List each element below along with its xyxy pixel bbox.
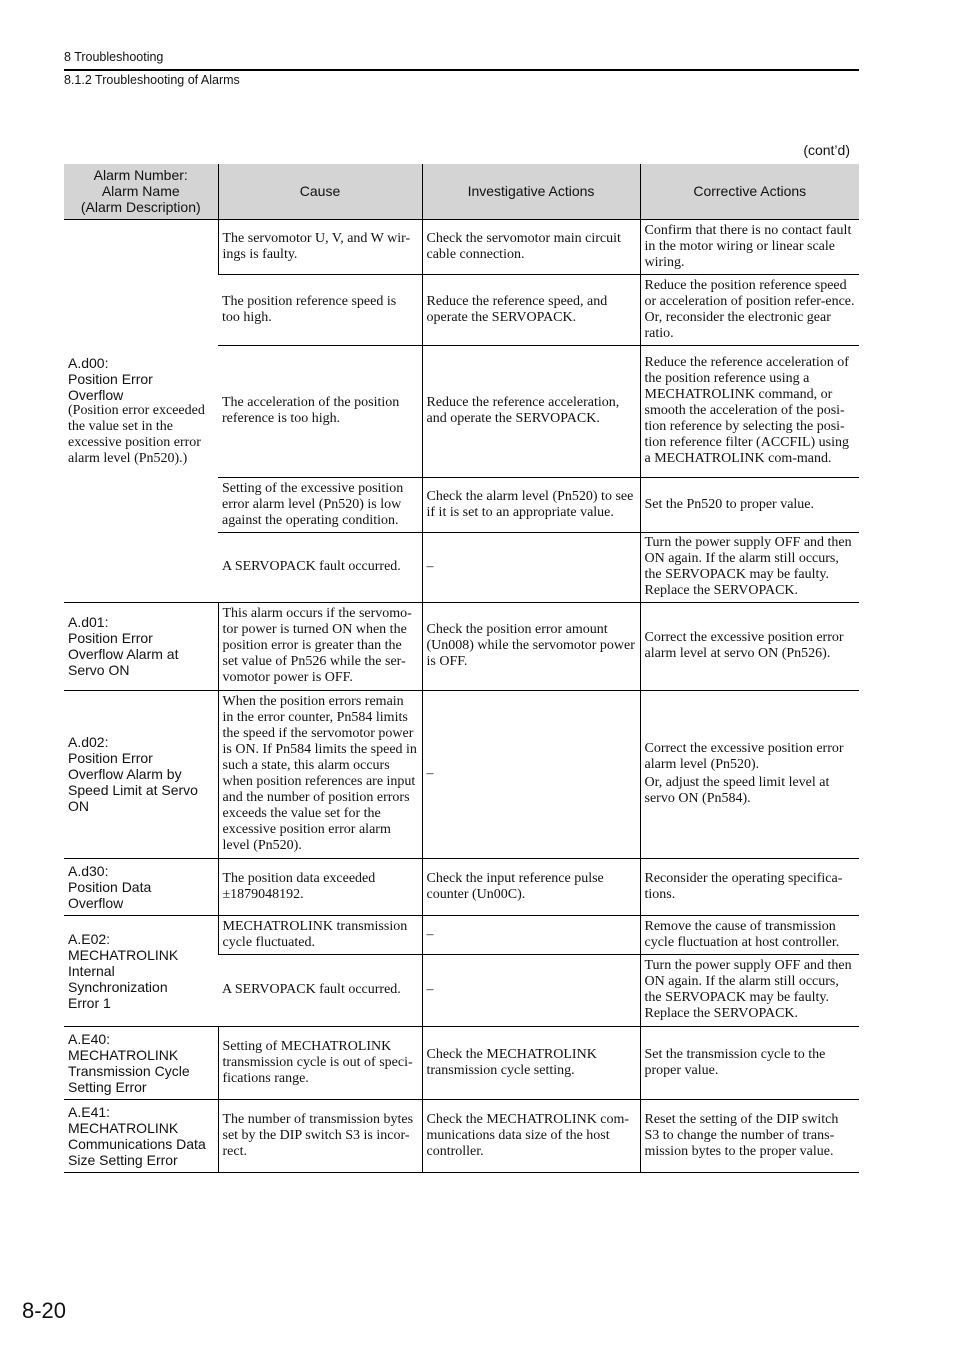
alarm-description: (Position error exceeded the value set in the excessive position error alarm level (Pn520).): [68, 402, 205, 466]
alarm-cell-d00: A.d00: Position Error Overflow (Position error exceeded the value set in the excessive position error alarm level (Pn520).): [64, 219, 218, 602]
alarm-cell-e40: A.E40: MECHATROLINK Transmission Cycle Setting Error: [64, 1026, 218, 1099]
investigate-cell: –: [422, 915, 640, 954]
cause-cell: Setting of MECHATROLINK transmission cycle is out of speci-fications range.: [218, 1026, 422, 1099]
cause-cell: This alarm occurs if the servomo-tor power is turned ON when the position error is greater than the set value of Pn526 while the ser-vomotor power is OFF.: [218, 602, 422, 690]
investigate-cell: Reduce the reference speed, and operate the SERVOPACK.: [422, 274, 640, 345]
page-number: 8-20: [22, 1298, 67, 1323]
correct-cell: Set the transmission cycle to the proper value.: [640, 1026, 859, 1099]
alarm-table: [64, 164, 859, 1173]
section-header: 8.1.2 Troubleshooting of Alarms: [64, 73, 240, 87]
cause-cell: The position reference speed is too high.: [218, 274, 422, 345]
table-row: [64, 915, 859, 954]
cause-cell: Setting of the excessive position error alarm level (Pn520) is low against the operating condition.: [218, 477, 422, 532]
investigate-cell: Check the MECHATROLINK com-munications data size of the host controller.: [422, 1099, 640, 1172]
correct-cell: Turn the power supply OFF and then ON again. If the alarm still occurs, the SERVOPACK may be faulty. Replace the SERVOPACK.: [640, 954, 859, 1026]
continued-label: (cont’d): [803, 142, 850, 158]
alarm-cell-e41: A.E41: MECHATROLINK Communications Data Size Setting Error: [64, 1099, 218, 1172]
investigate-cell: Reduce the reference acceleration, and operate the SERVOPACK.: [422, 345, 640, 477]
correct-cell: Set the Pn520 to proper value.: [640, 477, 859, 532]
investigate-cell: Check the alarm level (Pn520) to see if it is set to an appropriate value.: [422, 477, 640, 532]
cause-cell: The servomotor U, V, and W wir-ings is faulty.: [218, 219, 422, 274]
investigate-cell: –: [422, 690, 640, 858]
table-row: [64, 1026, 859, 1099]
table-header-row: [64, 164, 859, 219]
correct-cell: Correct the excessive position error alarm level (Pn520). Or, adjust the speed limit level at servo ON (Pn584).: [640, 690, 859, 858]
correct-cell: Reset the setting of the DIP switch S3 to change the number of trans-mission bytes to the proper value.: [640, 1099, 859, 1172]
correct-cell: Reduce the reference acceleration of the position reference using a MECHATROLINK command, or smooth the acceleration of the posi-tion reference by selecting the posi-tion reference filter (ACCFIL) using a MECHATROLINK com-mand.: [640, 345, 859, 477]
chapter-header: 8 Troubleshooting: [64, 50, 164, 64]
investigate-cell: –: [422, 954, 640, 1026]
correct-cell: Turn the power supply OFF and then ON again. If the alarm still occurs, the SERVOPACK may be faulty. Replace the SERVOPACK.: [640, 532, 859, 602]
investigate-cell: Check the MECHATROLINK transmission cycle setting.: [422, 1026, 640, 1099]
table-row: [64, 690, 859, 858]
investigate-cell: Check the position error amount (Un008) while the servomotor power is OFF.: [422, 602, 640, 690]
cause-cell: The position data exceeded ±1879048192.: [218, 858, 422, 915]
cause-cell: MECHATROLINK transmission cycle fluctuated.: [218, 915, 422, 954]
table-row: [64, 858, 859, 915]
cause-cell: The acceleration of the position reference is too high.: [218, 345, 422, 477]
cause-cell: When the position errors remain in the error counter, Pn584 limits the speed if the servomotor power is ON. If Pn584 limits the speed in such a state, this alarm occurs when position references are input and the number of position errors exceeds the value set for the excessive position error alarm level (Pn520).: [218, 690, 422, 858]
investigate-cell: Check the servomotor main circuit cable connection.: [422, 219, 640, 274]
cause-cell: A SERVOPACK fault occurred.: [218, 954, 422, 1026]
column-header-alarm: Alarm Number: Alarm Name (Alarm Description): [64, 164, 218, 219]
alarm-cell-d01: A.d01: Position Error Overflow Alarm at Servo ON: [64, 602, 218, 690]
correct-cell: Confirm that there is no contact fault in the motor wiring or linear scale wiring.: [640, 219, 859, 274]
correct-cell: Reduce the position reference speed or acceleration of position refer-ence. Or, reconsider the electronic gear ratio.: [640, 274, 859, 345]
alarm-cell-d30: A.d30: Position Data Overflow: [64, 858, 218, 915]
investigate-cell: Check the input reference pulse counter (Un00C).: [422, 858, 640, 915]
alarm-cell-e02: A.E02: MECHATROLINK Internal Synchronization Error 1: [64, 915, 218, 1026]
cause-cell: The number of transmission bytes set by the DIP switch S3 is incor-rect.: [218, 1099, 422, 1172]
cause-cell: A SERVOPACK fault occurred.: [218, 532, 422, 602]
correct-cell: Remove the cause of transmission cycle fluctuation at host controller.: [640, 915, 859, 954]
correct-cell: Reconsider the operating specifica-tions.: [640, 858, 859, 915]
column-header-cause: Cause: [218, 164, 422, 219]
table-row: [64, 219, 859, 274]
table-row: [64, 602, 859, 690]
table-row: [64, 1099, 859, 1172]
header-rule: [64, 69, 859, 71]
correct-cell: Correct the excessive position error alarm level at servo ON (Pn526).: [640, 602, 859, 690]
investigate-cell: –: [422, 532, 640, 602]
column-header-corrective: Corrective Actions: [640, 164, 859, 219]
column-header-investigative: Investigative Actions: [422, 164, 640, 219]
alarm-cell-d02: A.d02: Position Error Overflow Alarm by Speed Limit at Servo ON: [64, 690, 218, 858]
